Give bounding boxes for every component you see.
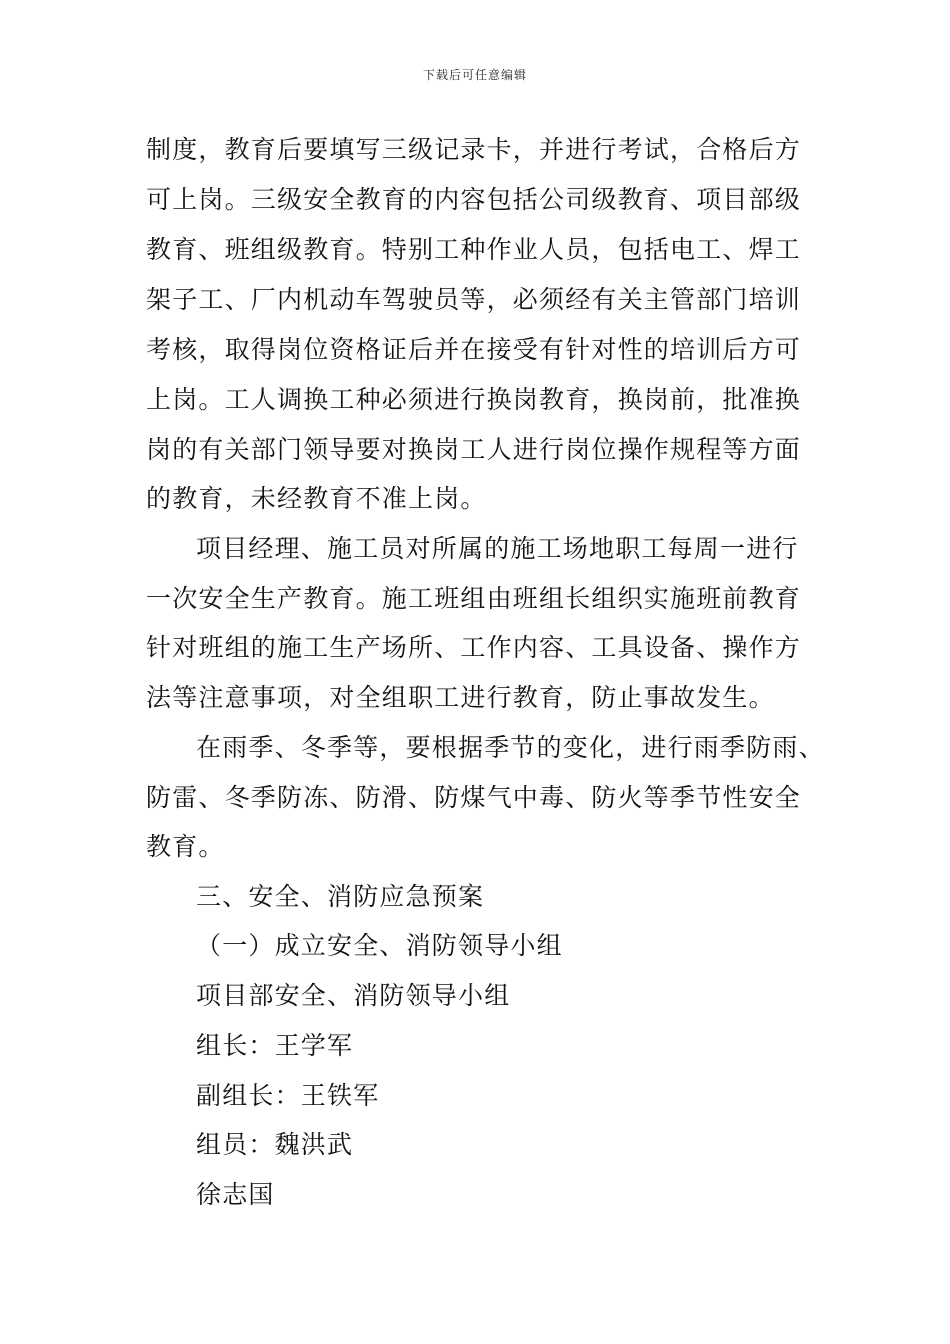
section-heading: 三、安全、消防应急预案 — [196, 882, 485, 911]
group-member: 组员：魏洪武 — [196, 1130, 354, 1159]
body-line: 制度，教育后要填写三级记录卡，并进行考试，合格后方 — [146, 135, 802, 164]
body-line: 法等注意事项，对全组职工进行教育，防止事故发生。 — [146, 683, 775, 712]
group-leader: 组长：王学军 — [196, 1031, 354, 1060]
paragraph-start-line: 项目经理、施工员对所属的施工场地职工每周一进行 — [196, 534, 799, 563]
page-header: 下载后可任意编辑 — [422, 68, 527, 82]
deputy-leader: 副组长：王铁军 — [196, 1081, 380, 1110]
body-line: 的教育，未经教育不准上岗。 — [146, 484, 487, 513]
body-line: 教育、班组级教育。特别工种作业人员，包括电工、焊工 — [146, 235, 802, 264]
body-line: 考核，取得岗位资格证后并在接受有针对性的培训后方可 — [146, 335, 802, 364]
body-line: 上岗。工人调换工种必须进行换岗教育，换岗前，批准换 — [146, 385, 802, 414]
body-line: 架子工、厂内机动车驾驶员等，必须经有关主管部门培训 — [146, 285, 802, 314]
body-line: 一次安全生产教育。施工班组由班组长组织实施班前教育 — [146, 584, 802, 613]
subsection-heading: （一）成立安全、消防领导小组 — [196, 931, 563, 960]
body-line: 针对班组的施工生产场所、工作内容、工具设备、操作方 — [146, 633, 802, 662]
body-line: 教育。 — [146, 832, 225, 861]
group-title: 项目部安全、消防领导小组 — [196, 981, 511, 1010]
body-line: 可上岗。三级安全教育的内容包括公司级教育、项目部级 — [146, 185, 802, 214]
body-line: 岗的有关部门领导要对换岗工人进行岗位操作规程等方面 — [146, 435, 802, 464]
body-line: 防雷、冬季防冻、防滑、防煤气中毒、防火等季节性安全 — [146, 783, 802, 812]
group-member: 徐志国 — [196, 1180, 275, 1209]
paragraph-start-line: 在雨季、冬季等，要根据季节的变化，进行雨季防雨、 — [196, 733, 825, 762]
